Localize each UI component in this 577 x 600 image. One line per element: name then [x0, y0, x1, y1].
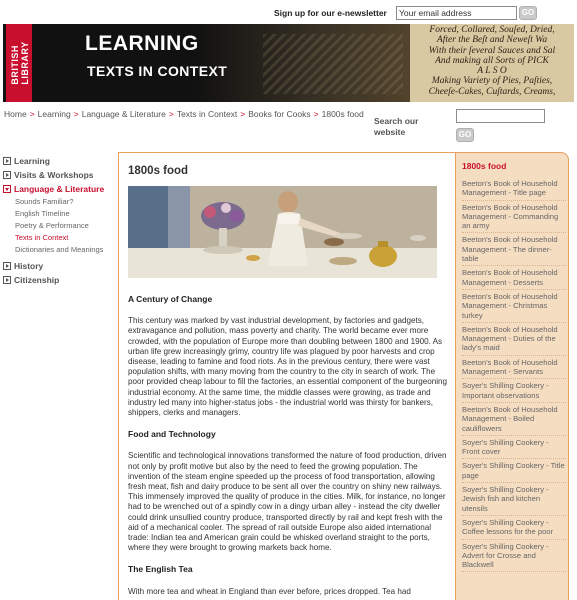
- subnav-english-timeline[interactable]: English Timeline: [15, 209, 70, 218]
- banner-subtitle: TEXTS IN CONTEXT: [87, 63, 228, 79]
- scan-line: Making Variety of Pies, Paſties,: [431, 76, 553, 87]
- top-bar: [0, 0, 577, 24]
- subnav-poetry-performance[interactable]: Poetry & Performance: [15, 221, 89, 230]
- nav-item-citizenship[interactable]: Citizenship: [3, 273, 115, 287]
- search-input[interactable]: [456, 109, 545, 123]
- nav-item-language-literature[interactable]: Language & Literature: [3, 182, 115, 196]
- sidebar-link[interactable]: Soyer's Shilling Cookery - Advert for Crosse and Blackwell: [462, 540, 566, 573]
- section-paragraph: Scientific and technological innovations transformed the nature of food production, driven not only by profit motive but also by the need to feed the growing population. The invention of the steam engine speeded up the process of food transportation, allowing fresh meat, fish and dairy produce to be sent all over the country on shiny new railways. This immensely improved the quality of produce in the cities. Milk, for instance, no longer had to be wrenched out of a spindly cow in a dingy urban alley - instead the city dweller could drink unsullied country produce, transported directly by rail and kept fresh with the aid of a mechanical cooler. The spread of rail outside Europe also aided international trade: Indian tea and American grain could be whisked overland straight to the ports, where they were brought to growing markets back home.: [128, 451, 447, 553]
- scan-line: After the Beſt and Neweſt Wa: [436, 35, 548, 46]
- sidebar-link[interactable]: Beeton's Book of Household Management - Christmas turkey: [462, 290, 566, 323]
- sidebar-link[interactable]: Beeton's Book of Household Management - Desserts: [462, 266, 566, 290]
- arrow-box-icon: [3, 157, 11, 165]
- sidebar-link[interactable]: Beeton's Book of Household Management - Title page: [462, 177, 566, 201]
- sidebar-link[interactable]: Soyer's Shilling Cookery - Important observations: [462, 379, 566, 403]
- sidebar-link[interactable]: Soyer's Shilling Cookery - Jewish fish and kitchen utensils: [462, 483, 566, 516]
- banner: [3, 24, 574, 102]
- left-navigation: [3, 154, 115, 287]
- scan-line: Forced, Collared, Souſed, Dried,: [429, 25, 555, 35]
- section-paragraph: With more tea and wheat in England than ever before, prices dropped. Tea had: [128, 586, 411, 596]
- newsletter-go-button[interactable]: GO: [519, 6, 537, 20]
- breadcrumb-learning[interactable]: Learning: [37, 109, 71, 119]
- subnav-texts-in-context[interactable]: Texts in Context: [15, 233, 69, 242]
- nav-item-learning[interactable]: Learning: [3, 154, 115, 168]
- sidebar-title: 1800s food: [462, 161, 507, 171]
- section-heading: A Century of Change: [128, 294, 213, 304]
- victorian-dining-illustration: [128, 186, 437, 278]
- banner-title: LEARNING: [85, 32, 199, 55]
- sidebar-link[interactable]: Soyer's Shilling Cookery - Front cover: [462, 436, 566, 460]
- nav-item-visits-workshops[interactable]: Visits & Workshops: [3, 168, 115, 182]
- subnav-sounds-familiar[interactable]: Sounds Familiar?: [15, 197, 74, 206]
- arrow-down-box-icon: [3, 185, 11, 193]
- logo-text: BRITISH LIBRARY: [10, 41, 30, 85]
- sidebar-list: [462, 177, 566, 572]
- sidebar-link[interactable]: Beeton's Book of Household Management - Duties of the lady's maid: [462, 323, 566, 356]
- section-paragraph: This century was marked by vast industrial development, by factories and gadgets, extravagance and pollution, mass poverty and charity. The world became ever more crowded, with the population of Europe more than doubling between 1800 and 1900. As urban life grew increasingly grimy, country life was plagued by poor harvests and crop disease, leading to famine and food riots. As in the previous century, there were vast population shifts, with many moving from the country to the city in search of work. The poor provided cheap labour to fill the factories, an essential component of the burgeoning industrial economy. At the same time, the middle classes were growing, as trade and industry led many into higher-status jobs - the industrial world was thirsty for bankers, shippers, clerks and managers.: [128, 316, 448, 418]
- newsletter-label: Sign up for our e-newsletter: [274, 8, 387, 18]
- arrow-box-icon: [3, 171, 11, 179]
- breadcrumb-home[interactable]: Home: [4, 109, 27, 119]
- article-body: [128, 294, 450, 600]
- scan-line: With their ſeveral Sauces and Sal: [428, 45, 556, 56]
- related-items-sidebar: [455, 152, 569, 600]
- breadcrumb-texts-in-context[interactable]: Texts in Context: [176, 109, 238, 119]
- old-book-page-scan: [410, 24, 574, 102]
- section-heading: The English Tea: [128, 564, 193, 575]
- scan-line: A L S O: [477, 66, 507, 77]
- page-title: 1800s food: [128, 165, 189, 177]
- scan-line: And making all Sorts of PICK: [435, 55, 549, 66]
- arrow-box-icon: [3, 276, 11, 284]
- breadcrumb: Home > Learning > Language & Literature > Texts in Context > Books for Cooks > 1800s food: [4, 109, 364, 119]
- sidebar-link[interactable]: Beeton's Book of Household Management - The dinner-table: [462, 233, 566, 266]
- british-library-logo[interactable]: [6, 24, 32, 102]
- section-heading: Food and Technology: [128, 429, 216, 440]
- breadcrumb-language-literature[interactable]: Language & Literature: [81, 109, 166, 119]
- search-label: Search our website: [374, 116, 419, 137]
- newsletter-email-input[interactable]: [396, 6, 517, 20]
- nav-item-history[interactable]: History: [3, 259, 115, 273]
- scan-line: Cheeſe-Cakes, Cuſtards, Creams,: [428, 86, 556, 97]
- search-go-button[interactable]: GO: [456, 128, 474, 142]
- banner-engraving-texture: [263, 34, 403, 94]
- sidebar-link[interactable]: Soyer's Shilling Cookery - Coffee lessons for the poor: [462, 516, 566, 540]
- subnav-dictionaries-meanings[interactable]: Dictionaries and Meanings: [15, 245, 104, 254]
- sidebar-link[interactable]: Beeton's Book of Household Management - Boiled cauliflowers: [462, 403, 566, 436]
- sidebar-link[interactable]: Beeton's Book of Household Management - Servants: [462, 356, 566, 380]
- arrow-box-icon: [3, 262, 11, 270]
- sidebar-link[interactable]: Beeton's Book of Household Management - Commanding an army: [462, 201, 566, 234]
- breadcrumb-current: 1800s food: [321, 109, 364, 119]
- main-content: [118, 152, 455, 600]
- breadcrumb-books-for-cooks[interactable]: Books for Cooks: [248, 109, 311, 119]
- sidebar-link[interactable]: Soyer's Shilling Cookery - Title page: [462, 459, 566, 483]
